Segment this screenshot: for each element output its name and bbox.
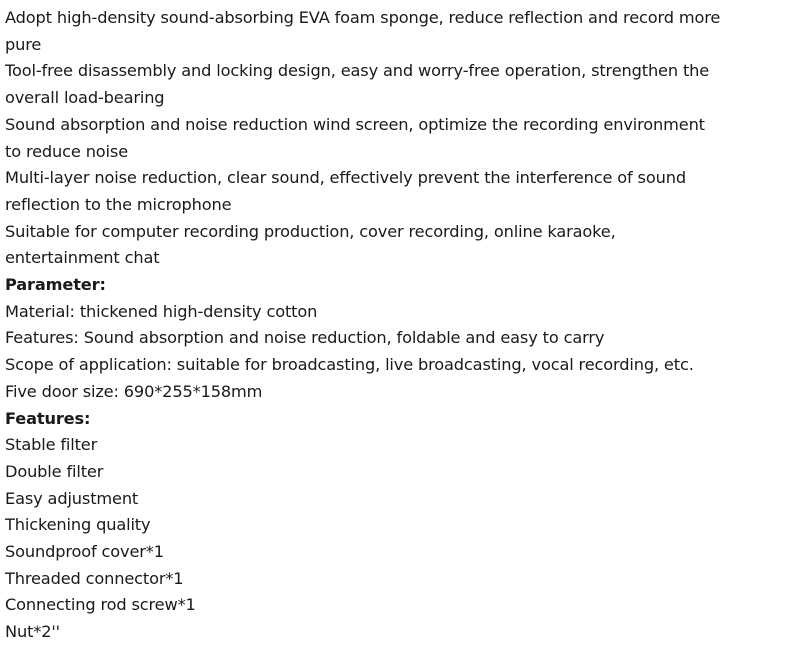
description-section <box>5 5 725 272</box>
feature-item: Stable filter <box>5 435 98 455</box>
feature-item: Easy adjustment <box>5 488 139 508</box>
parameter-line-scope: Scope of application: suitable for broadcasting, live broadcasting, vocal recording, etc. <box>5 355 694 375</box>
parameter-line-material: Material: thickened high-density cotton <box>5 301 318 321</box>
description-line: Adopt high-density sound-absorbing EVA foam sponge, reduce reflection and record more pure <box>5 8 721 54</box>
parameter-line-size: Five door size: 690*255*158mm <box>5 381 263 401</box>
features-heading: Features: <box>5 408 91 428</box>
parameter-line-features: Features: Sound absorption and noise reduction, foldable and easy to carry <box>5 328 605 348</box>
description-line: Suitable for computer recording production, cover recording, online karaoke, entertainment chat <box>5 221 616 268</box>
parameter-section <box>5 272 725 406</box>
description-line: Sound absorption and noise reduction wind screen, optimize the recording environment to reduce noise <box>5 114 705 161</box>
feature-item: Nut*2'' <box>5 622 60 642</box>
description-line: Tool-free disassembly and locking design, easy and worry-free operation, strengthen the overall load-bearing <box>5 61 710 108</box>
description-line: Multi-layer noise reduction, clear sound, effectively prevent the interference of sound reflection to the microphone <box>5 168 686 214</box>
parameter-heading: Parameter: <box>5 275 106 295</box>
product-description-document <box>5 5 725 646</box>
feature-item: Thickening quality <box>5 515 151 535</box>
feature-item: Double filter <box>5 461 104 481</box>
feature-item: Soundproof cover*1 <box>5 542 164 562</box>
features-section <box>5 406 725 646</box>
feature-item: Connecting rod screw*1 <box>5 595 196 615</box>
feature-item: Threaded connector*1 <box>5 568 184 588</box>
